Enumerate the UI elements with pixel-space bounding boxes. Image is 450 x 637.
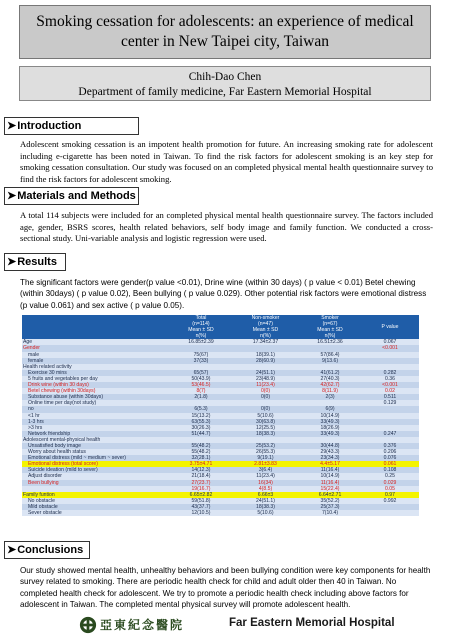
row-label: female: [28, 357, 44, 364]
cell-smoker: 23(34.3): [320, 455, 340, 462]
header-text: (n=67): [322, 321, 338, 328]
header-text: Non-smoker: [251, 315, 280, 321]
table-header-total: [170, 315, 232, 339]
cell-pvalue: <0.001: [382, 345, 398, 352]
row-label: Gender: [23, 345, 40, 352]
cell-nonsmoker: 0(0): [260, 406, 271, 413]
cell-smoker: 6.64±2.71: [299, 492, 361, 498]
row-label: 1-3 hrs: [28, 418, 44, 425]
cell-total: 16.85±2.39: [188, 339, 214, 346]
row-label: Sever obstacle: [28, 510, 62, 516]
cell-smoker: 25(37.3): [320, 503, 340, 510]
cell-nonsmoker: 6.66±3: [232, 492, 299, 498]
cell-smoker: 2(3): [325, 394, 335, 401]
row-label: Health related activity: [23, 363, 72, 370]
conclusions-heading-text: Conclusions: [17, 544, 84, 556]
cell-smoker: 6(9): [325, 406, 335, 413]
arrow-bullet-icon: ➤: [7, 544, 17, 556]
cell-total: 32(28.1): [191, 455, 211, 462]
row-label: Adolescent mental-physical health: [23, 436, 101, 443]
cell-nonsmoker: 2.81±3.83: [232, 461, 299, 467]
cell-nonsmoker: 9(19.1): [257, 455, 274, 462]
row-label: Drink wine (within 30 days): [28, 382, 89, 389]
header-text: Mean ± SD: [188, 327, 214, 334]
poster-title: [19, 5, 431, 59]
conclusions-text: Our study showed mental health, unhealthy behaviors and been bullying condition were key components for health survey related to smoking. There are periodic health check for child and adult older then 40 in Taiwan. No completed health check for adolescent. We try to promote a periodic health check including above factors for adolescent in Taiwan. The completed mental physical survey will promote adolescent health.: [20, 566, 431, 610]
cell-smoker: 9(13.6): [321, 357, 339, 364]
header-text: Mean ± SD: [252, 327, 279, 334]
row-label: Worry about health status: [28, 449, 86, 456]
table-header-smoker: [299, 315, 361, 339]
cell-total: 6(5.3): [194, 406, 208, 413]
cell-pvalue: 0.067: [383, 339, 397, 346]
cell-pvalue: 0.25: [385, 473, 395, 480]
cell-total: 63(55.3): [191, 418, 211, 425]
cell-nonsmoker: 3(6.4): [258, 467, 273, 474]
cell-nonsmoker: 24(51.1): [255, 369, 275, 376]
cell-total: 53(46.5): [191, 382, 211, 389]
cell-total: 21(18.4): [191, 473, 211, 480]
row-label: Exercise 30 mins: [28, 369, 67, 376]
cell-total: 30(26.3): [191, 424, 211, 431]
cell-smoker: 16.51±2.36: [317, 339, 343, 346]
cell-smoker: 10(14.9): [320, 473, 340, 480]
table-header-row: [22, 315, 419, 339]
cell-smoker: 41(61.2): [320, 369, 340, 376]
header-text: (n=114): [192, 321, 210, 328]
cell-pvalue: 0.206: [383, 449, 397, 456]
header-text: n(%): [324, 333, 336, 340]
row-label: Emotional distress (total score): [22, 461, 170, 467]
row-label: No obstacle: [28, 497, 55, 504]
header-text: Mean ± SD: [317, 327, 343, 334]
cell-smoker: 29(43.3): [320, 449, 340, 456]
hospital-name-english: Far Eastern Memorial Hospital: [229, 617, 395, 629]
cell-nonsmoker: 16(34): [258, 479, 273, 486]
header-text: (n=47): [258, 321, 273, 328]
row-label: Substance abuse (within 30days): [28, 394, 104, 401]
cell-pvalue: 0.97: [361, 492, 419, 498]
methods-heading: [4, 187, 139, 205]
introduction-heading: [4, 117, 139, 135]
arrow-bullet-icon: ➤: [7, 120, 17, 132]
cell-total: 27(23.7): [191, 479, 211, 486]
cell-total: 50(43.9): [191, 375, 211, 382]
row-label: male: [28, 351, 40, 358]
row-label: Adjust disorder: [28, 473, 62, 480]
cell-smoker: 8(11.9): [322, 388, 338, 395]
results-text: The significant factors were gender(p value <0.01), Drine wine (within 30 days) ( p value < 0.01) Betel chewing (within 30days) ( p value 0.02), Been bullying ( p value 0.029). Other potential risk factors were emotional distress (p value 0.061) and sex active ( p value 0.05).: [20, 278, 427, 310]
cell-nonsmoker: 11(23.4): [256, 473, 275, 480]
row-label: Unsatisfied body image: [28, 442, 81, 449]
cell-pvalue: <0.001: [382, 382, 398, 389]
cell-smoker: 18(26.9): [320, 424, 340, 431]
cell-total: 37(33): [193, 357, 209, 364]
cell-total: 59(51.8): [191, 497, 211, 504]
methods-heading-text: Materials and Methods: [17, 190, 136, 202]
cell-smoker: 57(86.4): [320, 351, 340, 358]
cell-total: 55(48.2): [191, 442, 211, 449]
title-line-1: Smoking cessation for adolescents: an experience of medical: [36, 13, 414, 30]
cell-nonsmoker: 5(10.6): [257, 510, 274, 516]
row-label: Age: [23, 339, 33, 346]
cell-total: 75(67): [193, 351, 209, 358]
header-text: Total: [195, 315, 207, 321]
cell-pvalue: 0.247: [383, 430, 397, 437]
cell-pvalue: 0.511: [383, 394, 397, 401]
table-header-blank: [22, 315, 170, 339]
cell-nonsmoker: 18(38.3): [255, 430, 275, 437]
cell-pvalue: [361, 510, 419, 516]
arrow-bullet-icon: ➤: [7, 256, 17, 268]
footer: [0, 614, 450, 637]
hospital-logo-icon: [79, 616, 97, 634]
cell-nonsmoker: 0(0): [260, 388, 271, 395]
table-header-pvalue: P value: [361, 315, 419, 339]
row-label: Online time per day(not study): [28, 400, 97, 407]
table-body: [22, 339, 419, 516]
cell-nonsmoker: 30(63.8): [255, 418, 275, 425]
cell-total: 2(1.8): [194, 394, 208, 401]
row-label: Network friendship: [28, 430, 71, 437]
header-text: n(%): [195, 333, 207, 340]
cell-pvalue: 0.376: [383, 442, 397, 449]
cell-smoker: 30(44.8): [320, 442, 340, 449]
table-header-nonsmoker: [232, 315, 299, 339]
cell-total: 51(44.7): [191, 430, 211, 437]
cell-total: 8(7): [196, 388, 206, 395]
cell-pvalue: 0.108: [383, 467, 397, 474]
row-label: no: [28, 406, 34, 413]
title-line-2: center in New Taipei city, Taiwan: [120, 33, 329, 50]
hospital-name-chinese: 亞東紀念醫院: [100, 618, 185, 632]
cell-smoker: 7(10.4): [321, 510, 339, 516]
cell-smoker: 4.4±5.17: [299, 461, 361, 467]
cell-pvalue: 0.061: [361, 461, 419, 467]
cell-total: 65(57): [193, 369, 209, 376]
row-label: >3 hrs: [28, 424, 43, 431]
header-text: n(%): [260, 333, 271, 340]
cell-nonsmoker: 4(8.5): [258, 485, 273, 492]
cell-nonsmoker: 26(55.3): [255, 449, 275, 456]
cell-smoker: 10(14.9): [320, 412, 340, 419]
cell-nonsmoker: 24(51.1): [255, 497, 275, 504]
cell-nonsmoker: 11(23.4): [256, 382, 275, 389]
cell-total: 12(10.5): [191, 510, 211, 516]
cell-smoker: 42(62.7): [320, 382, 340, 389]
cell-pvalue: 0.05: [385, 485, 395, 492]
author-name: Chih-Dao Chen: [188, 71, 262, 83]
cell-smoker: 11(16.4): [320, 467, 340, 474]
cell-smoker: 35(52.2): [320, 497, 340, 504]
cell-total: 3.75±4.71: [170, 461, 232, 467]
arrow-bullet-icon: ➤: [7, 190, 17, 202]
cell-smoker: 33(49.3): [320, 430, 340, 437]
cell-pvalue: 0.029: [383, 479, 397, 486]
cell-smoker: 15(22.4): [320, 485, 340, 492]
cell-pvalue: 0.992: [383, 497, 397, 504]
results-heading: [4, 253, 66, 271]
cell-pvalue: 0.076: [383, 455, 397, 462]
author-block: [19, 66, 431, 101]
conclusions-heading: [4, 541, 90, 559]
row-label: Suicide ideation (mild to sever): [28, 467, 98, 474]
cell-nonsmoker: 18(38.3): [255, 503, 275, 510]
cell-smoker: 27(40.3): [320, 375, 340, 382]
results-table: [22, 315, 419, 516]
cell-total: 14(12.3): [191, 467, 211, 474]
row-label: Family funtion: [22, 492, 170, 498]
cell-nonsmoker: 28(60.9): [255, 357, 275, 364]
results-heading-text: Results: [17, 256, 57, 268]
cell-total: 19(16.7): [191, 485, 211, 492]
cell-nonsmoker: 0(0): [260, 394, 271, 401]
cell-total: 15(13.2): [191, 412, 211, 419]
cell-nonsmoker: 5(10.6): [257, 412, 274, 419]
row-label: 5 fruits and vegetables per day: [28, 375, 98, 382]
cell-smoker: 11(16.4): [320, 479, 340, 486]
cell-total: 55(48.2): [191, 449, 211, 456]
methods-text: A total 114 subjects were included for an completed physical mental health questionnaire survey. The factors included age, gender, BSRS scores, health related behaviors, self body image and family function. We conducted a cross-sectional study. Uni-variable analysis and logistic regression were used.: [20, 210, 433, 244]
row-label: Emotional distress (mild ~ medium ~ sever): [28, 455, 126, 462]
cell-nonsmoker: 25(53.2): [255, 442, 275, 449]
cell-nonsmoker: 18(39.1): [255, 351, 275, 358]
row-label: Been bullying: [28, 479, 59, 486]
cell-total: 43(37.7): [191, 503, 211, 510]
cell-pvalue: 0.36: [385, 375, 395, 382]
cell-nonsmoker: 12(25.5): [255, 424, 275, 431]
introduction-heading-text: Introduction: [17, 120, 82, 132]
row-label: Betel chewing (within 30days): [28, 388, 96, 395]
cell-smoker: 33(49.3): [320, 418, 340, 425]
cell-pvalue: 0.282: [383, 369, 397, 376]
cell-pvalue: 0.129: [383, 400, 397, 407]
cell-total: 6.65±2.82: [170, 492, 232, 498]
table-row: [22, 510, 419, 516]
results-table-wrapper: [22, 315, 419, 516]
cell-nonsmoker: 23(48.9): [255, 375, 275, 382]
row-label: <1 hr: [28, 412, 40, 419]
cell-pvalue: 0.02: [385, 388, 395, 395]
row-label: Mild obstacle: [28, 503, 58, 510]
header-text: Smoker: [321, 315, 339, 321]
introduction-text: Adolescent smoking cessation is an impotent health promotion for future. An increasing smoking rate for adolescent including e-cigarette has been noted in Taiwan. To find the risk factors for adolescent smoking is an key step for smoking cessation consultation. Our study was focused on an completed physical mental health questionnaire survey to find the risk factors for adolescent smoking.: [20, 139, 433, 184]
cell-nonsmoker: 17.34±2.37: [252, 339, 279, 346]
author-affiliation: Department of family medicine, Far Eastern Memorial Hospital: [78, 86, 372, 98]
